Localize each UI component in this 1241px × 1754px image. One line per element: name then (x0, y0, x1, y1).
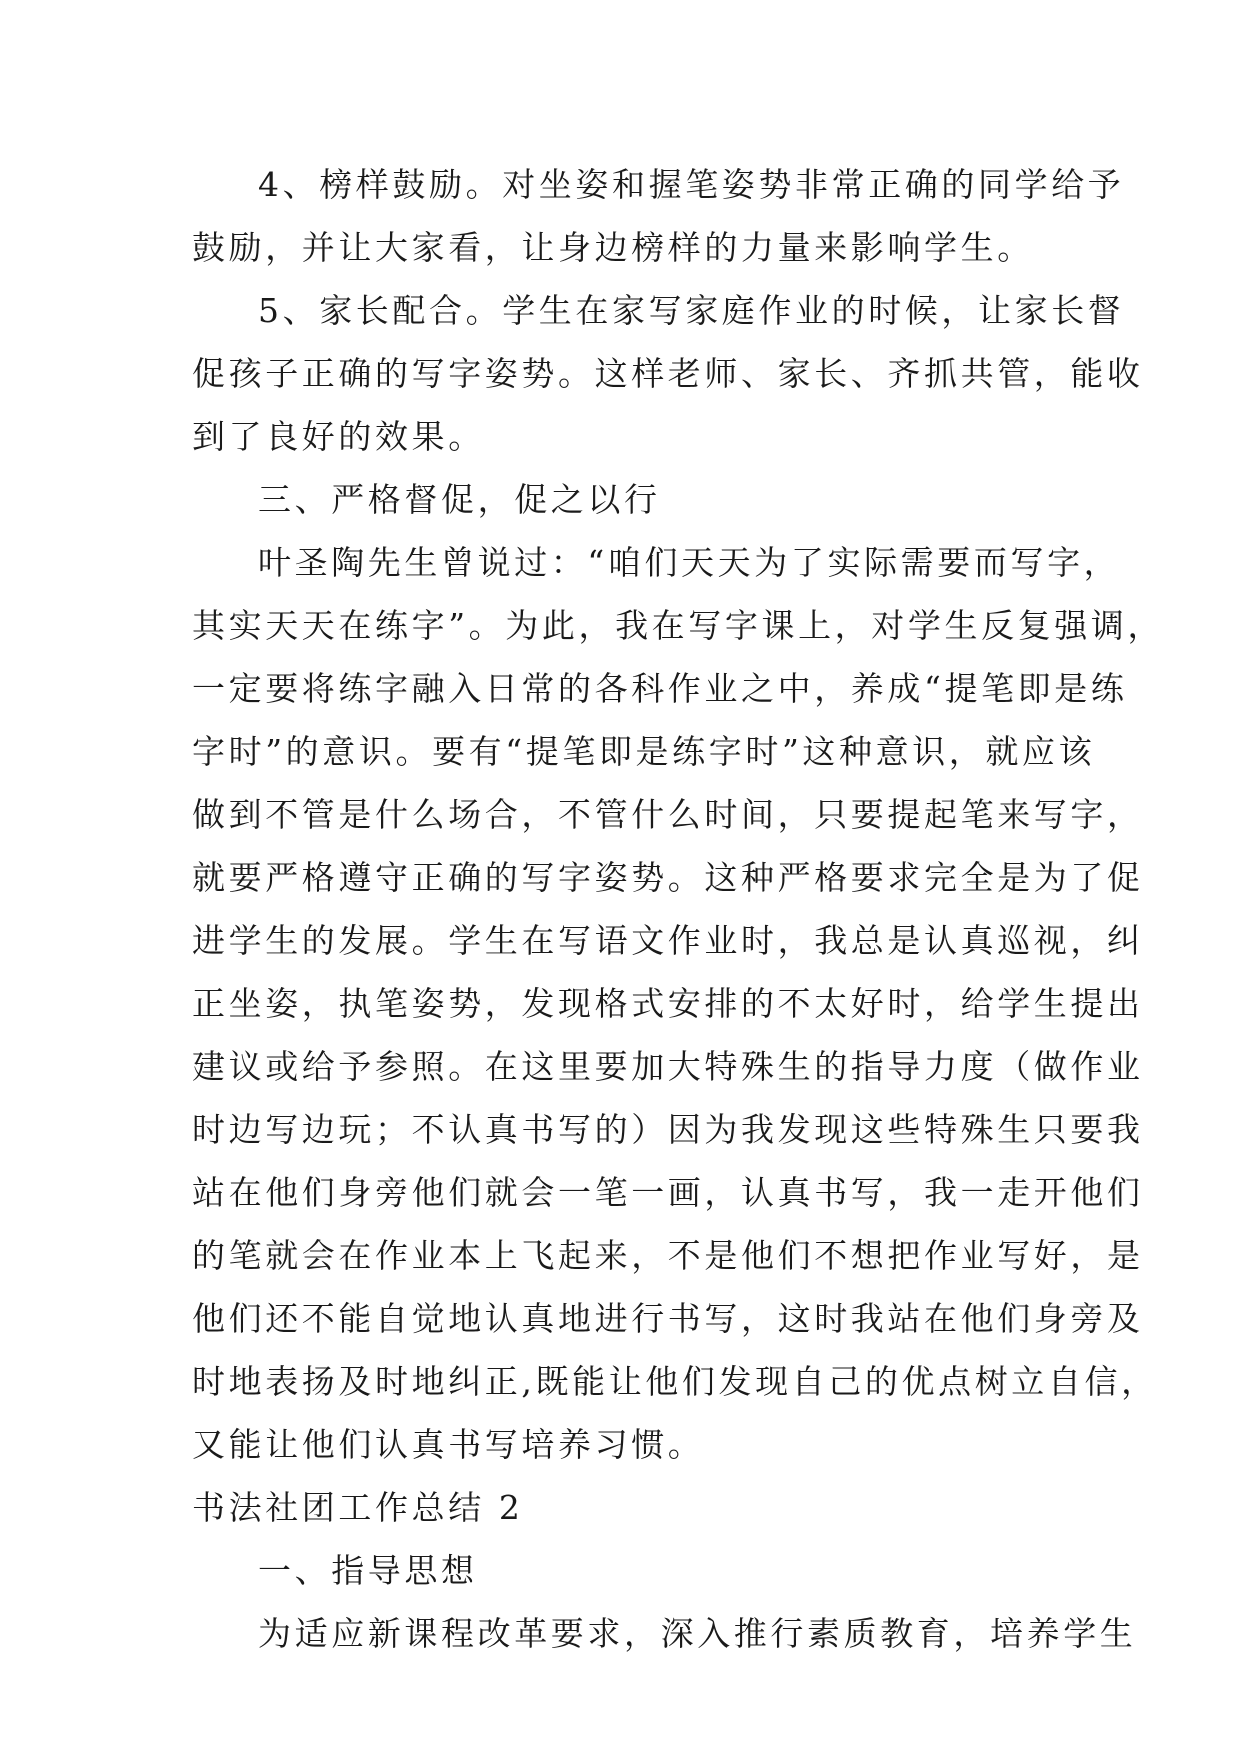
paragraph-line: 又能让他们认真书写培养习惯。 (192, 1425, 705, 1464)
section-heading: 一、指导思想 (258, 1551, 478, 1590)
paragraph-line: 鼓励，并让大家看，让身边榜样的力量来影响学生。 (192, 228, 1034, 267)
paragraph-line: 4、榜样鼓励。对坐姿和握笔姿势非常正确的同学给予 (258, 165, 1125, 204)
paragraph-line: 为适应新课程改革要求，深入推行素质教育，培养学生 (258, 1614, 1137, 1653)
paragraph-line: 到了良好的效果。 (192, 417, 485, 456)
paragraph-line: 其实天天在练字”。为此，我在写字课上，对学生反复强调， (192, 606, 1165, 645)
paragraph-line: 一定要将练字融入日常的各科作业之中，养成“提笔即是练 (192, 669, 1128, 708)
paragraph-line: 进学生的发展。学生在写语文作业时，我总是认真巡视，纠 (192, 921, 1144, 960)
paragraph-line: 5、家长配合。学生在家写家庭作业的时候，让家长督 (258, 291, 1125, 330)
document-title: 书法社团工作总结 2 (192, 1488, 524, 1527)
paragraph-line: 就要严格遵守正确的写字姿势。这种严格要求完全是为了促 (192, 858, 1144, 897)
paragraph-line: 正坐姿，执笔姿势，发现格式安排的不太好时，给学生提出 (192, 984, 1144, 1023)
paragraph-line: 时边写边玩；不认真书写的）因为我发现这些特殊生只要我 (192, 1110, 1144, 1149)
paragraph-line: 时地表扬及时地纠正,既能让他们发现自己的优点树立自信， (192, 1362, 1158, 1401)
paragraph-line: 叶圣陶先生曾说过：“咱们天天为了实际需要而写字， (258, 543, 1121, 582)
paragraph-line: 他们还不能自觉地认真地进行书写，这时我站在他们身旁及 (192, 1299, 1144, 1338)
paragraph-line: 的笔就会在作业本上飞起来，不是他们不想把作业写好，是 (192, 1236, 1144, 1275)
paragraph-line: 建议或给予参照。在这里要加大特殊生的指导力度（做作业 (192, 1047, 1144, 1086)
paragraph-line: 做到不管是什么场合，不管什么时间，只要提起笔来写字， (192, 795, 1144, 834)
paragraph-line: 促孩子正确的写字姿势。这样老师、家长、齐抓共管，能收 (192, 354, 1144, 393)
section-heading: 三、严格督促，促之以行 (258, 480, 661, 519)
paragraph-line: 字时”的意识。要有“提笔即是练字时”这种意识，就应该 (192, 732, 1096, 771)
paragraph-line: 站在他们身旁他们就会一笔一画，认真书写，我一走开他们 (192, 1173, 1144, 1212)
